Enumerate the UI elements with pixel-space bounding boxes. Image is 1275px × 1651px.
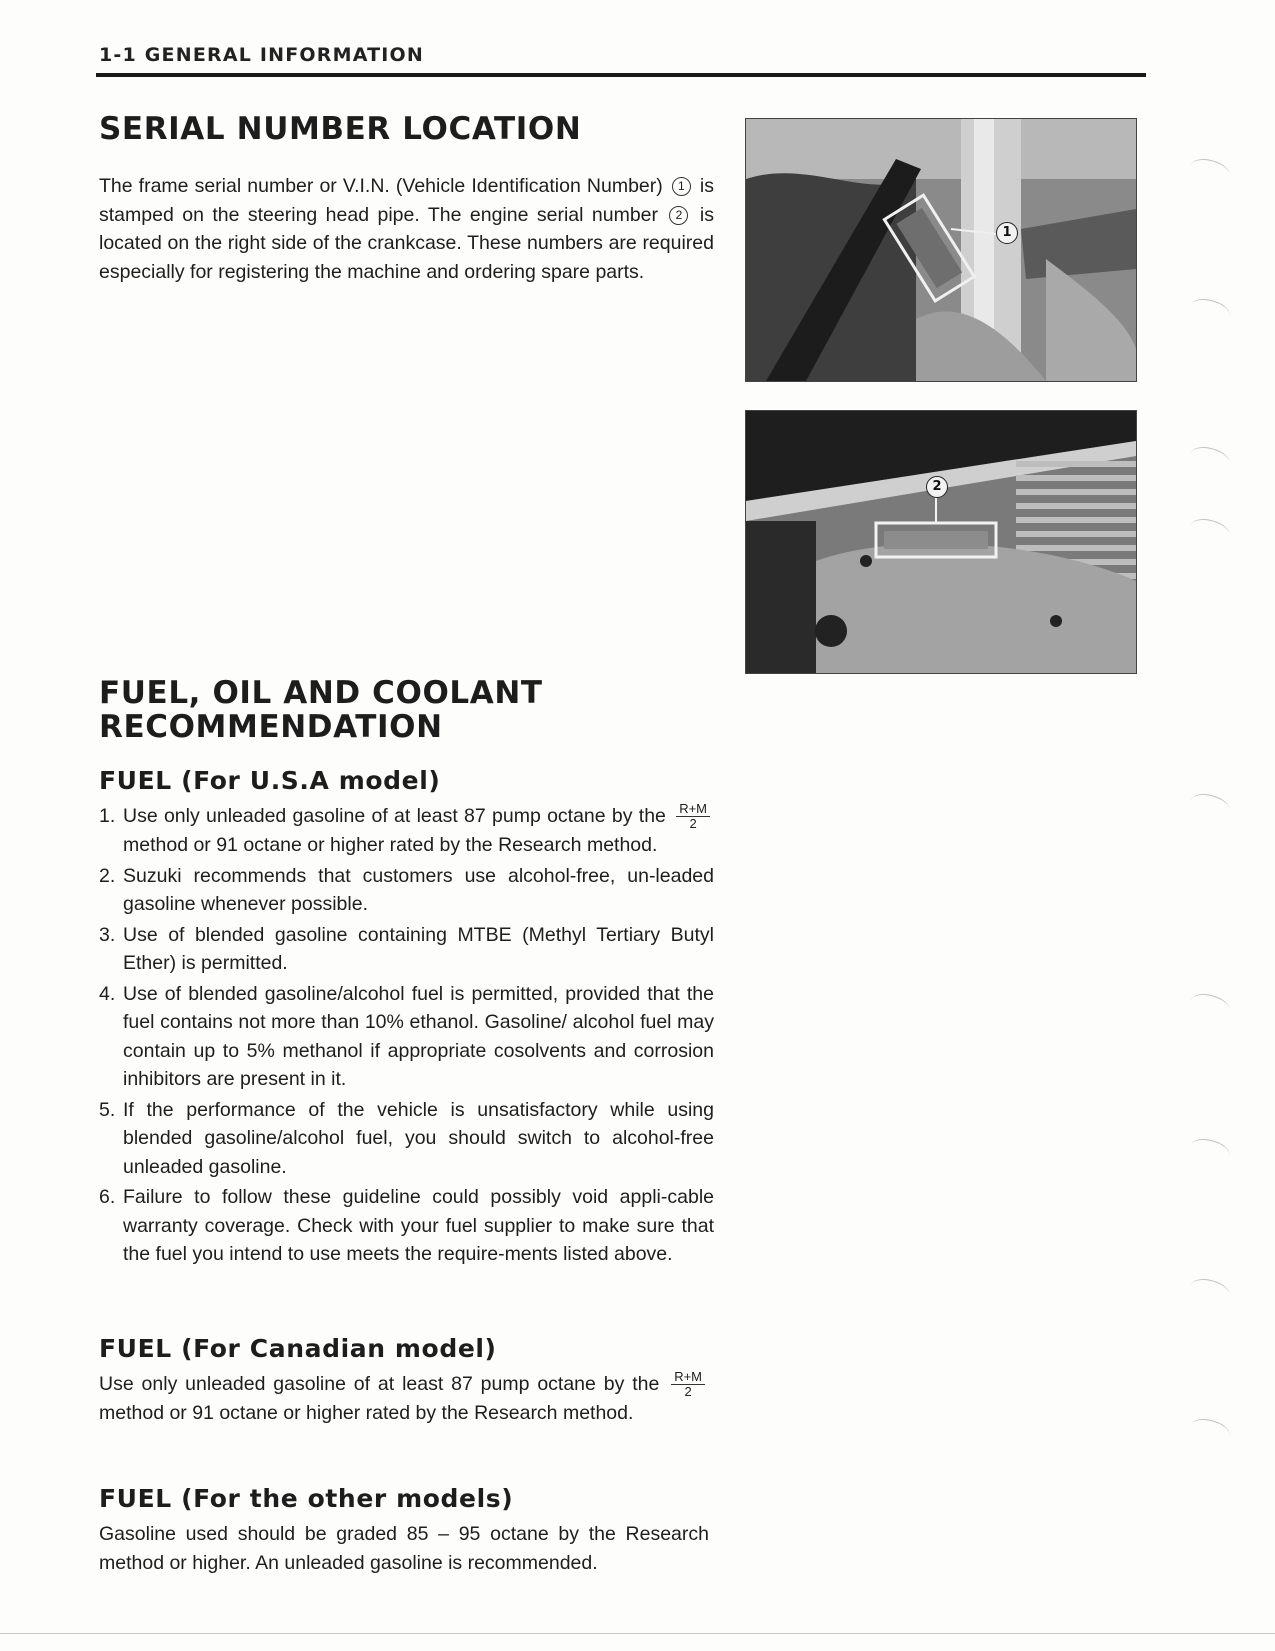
callout-1-icon: 1 [672,177,691,196]
header-rule [96,73,1146,77]
photo-callout-1-icon: 1 [996,222,1018,244]
fuel-other-title: FUEL (For the other models) [99,1484,514,1513]
octane-fraction [676,802,710,831]
list-item-number: 1. [99,805,116,827]
page-edge-mark [1188,990,1232,1021]
list-item-text: If the performance of the vehicle is unsatisfactory while using blended gasoline/alcohol fuel, you should switch to alcohol-free unleaded gasoline. [123,1098,714,1178]
fuel-section-title-line2: RECOMMENDATION [99,709,443,745]
fuel-canada-paragraph [99,1370,709,1428]
running-header: 1-1 GENERAL INFORMATION [99,44,425,66]
photo-callout-2-icon: 2 [926,476,948,498]
page-edge-mark [1188,155,1232,186]
fuel-section-title [99,676,543,744]
fuel-section-title-line1: FUEL, OIL AND COOLANT [99,675,543,711]
list-item [99,802,714,860]
fuel-canada-title: FUEL (For Canadian model) [99,1334,497,1363]
bottom-scan-edge [0,1633,1275,1634]
fraction-numerator: R+M [676,802,710,817]
serial-text-1: The frame serial number or V.I.N. (Vehicle Identification Number) [99,175,663,197]
page-edge-mark [1188,295,1232,326]
list-item-text: Suzuki recommends that customers use alcohol-free, un-leaded gasoline whenever possible. [123,864,714,916]
list-item-text-pre: Use only unleaded gasoline of at least 87 pump octane by the [123,805,666,827]
page-edge-mark [1188,790,1232,821]
list-item-text: Use of blended gasoline/alcohol fuel is permitted, provided that the fuel contains not more than 10% ethanol. Gasoline/ alcohol fuel may contain up to 5% methanol if appropriate cosolvents and corrosion inhibitors are present in it. [123,982,714,1091]
list-item-number: 2. [99,864,116,887]
list-item-text-post: method or 91 octane or higher rated by the Research method. [123,834,658,857]
fuel-usa-list [99,802,714,1271]
list-item [99,1183,714,1269]
serial-number-paragraph [99,172,714,286]
callout-2-icon: 2 [669,206,688,225]
page-edge-mark [1188,443,1232,474]
list-item-number: 3. [99,923,116,946]
steering-head-photo [745,118,1137,382]
page-edge-mark [1188,515,1232,546]
list-item-number: 4. [99,982,116,1005]
serial-text-2: is stamped on the steering head pipe. The engine serial number [99,175,714,226]
fuel-canada-text-post: method or 91 octane or higher rated by the Research method. [99,1402,634,1425]
page-edge-mark [1188,1275,1232,1306]
octane-fraction [671,1370,705,1399]
list-item-text: Use of blended gasoline containing MTBE (Methyl Tertiary Butyl Ether) is permitted. [123,923,714,975]
crankcase-photo [745,410,1137,674]
list-item-number: 5. [99,1098,116,1121]
fuel-other-paragraph: Gasoline used should be graded 85 – 95 octane by the Research method or higher. An unleaded gasoline is recommended. [99,1523,709,1574]
fraction-numerator: R+M [671,1370,705,1385]
fraction-denominator: 2 [689,816,697,832]
serial-number-title: SERIAL NUMBER LOCATION [99,111,582,147]
fuel-canada-text-pre: Use only unleaded gasoline of at least 87 pump octane by the [99,1373,660,1395]
list-item-number: 6. [99,1186,116,1209]
page-edge-mark [1188,1415,1232,1446]
serial-text-3: is located on the right side of the crankcase. These numbers are required especially for registering the machine and ordering spare parts. [99,203,714,283]
list-item [99,862,714,919]
fraction-denominator: 2 [684,1384,692,1400]
list-item [99,921,714,978]
page-edge-mark [1188,1135,1232,1166]
fuel-usa-title: FUEL (For U.S.A model) [99,766,441,795]
list-item [99,1096,714,1182]
list-item [99,980,714,1094]
list-item-text: Failure to follow these guideline could possibly void appli-cable warranty coverage. Check with your fuel supplier to make sure that the fuel you intend to use meets the require-ments listed above. [123,1186,714,1266]
